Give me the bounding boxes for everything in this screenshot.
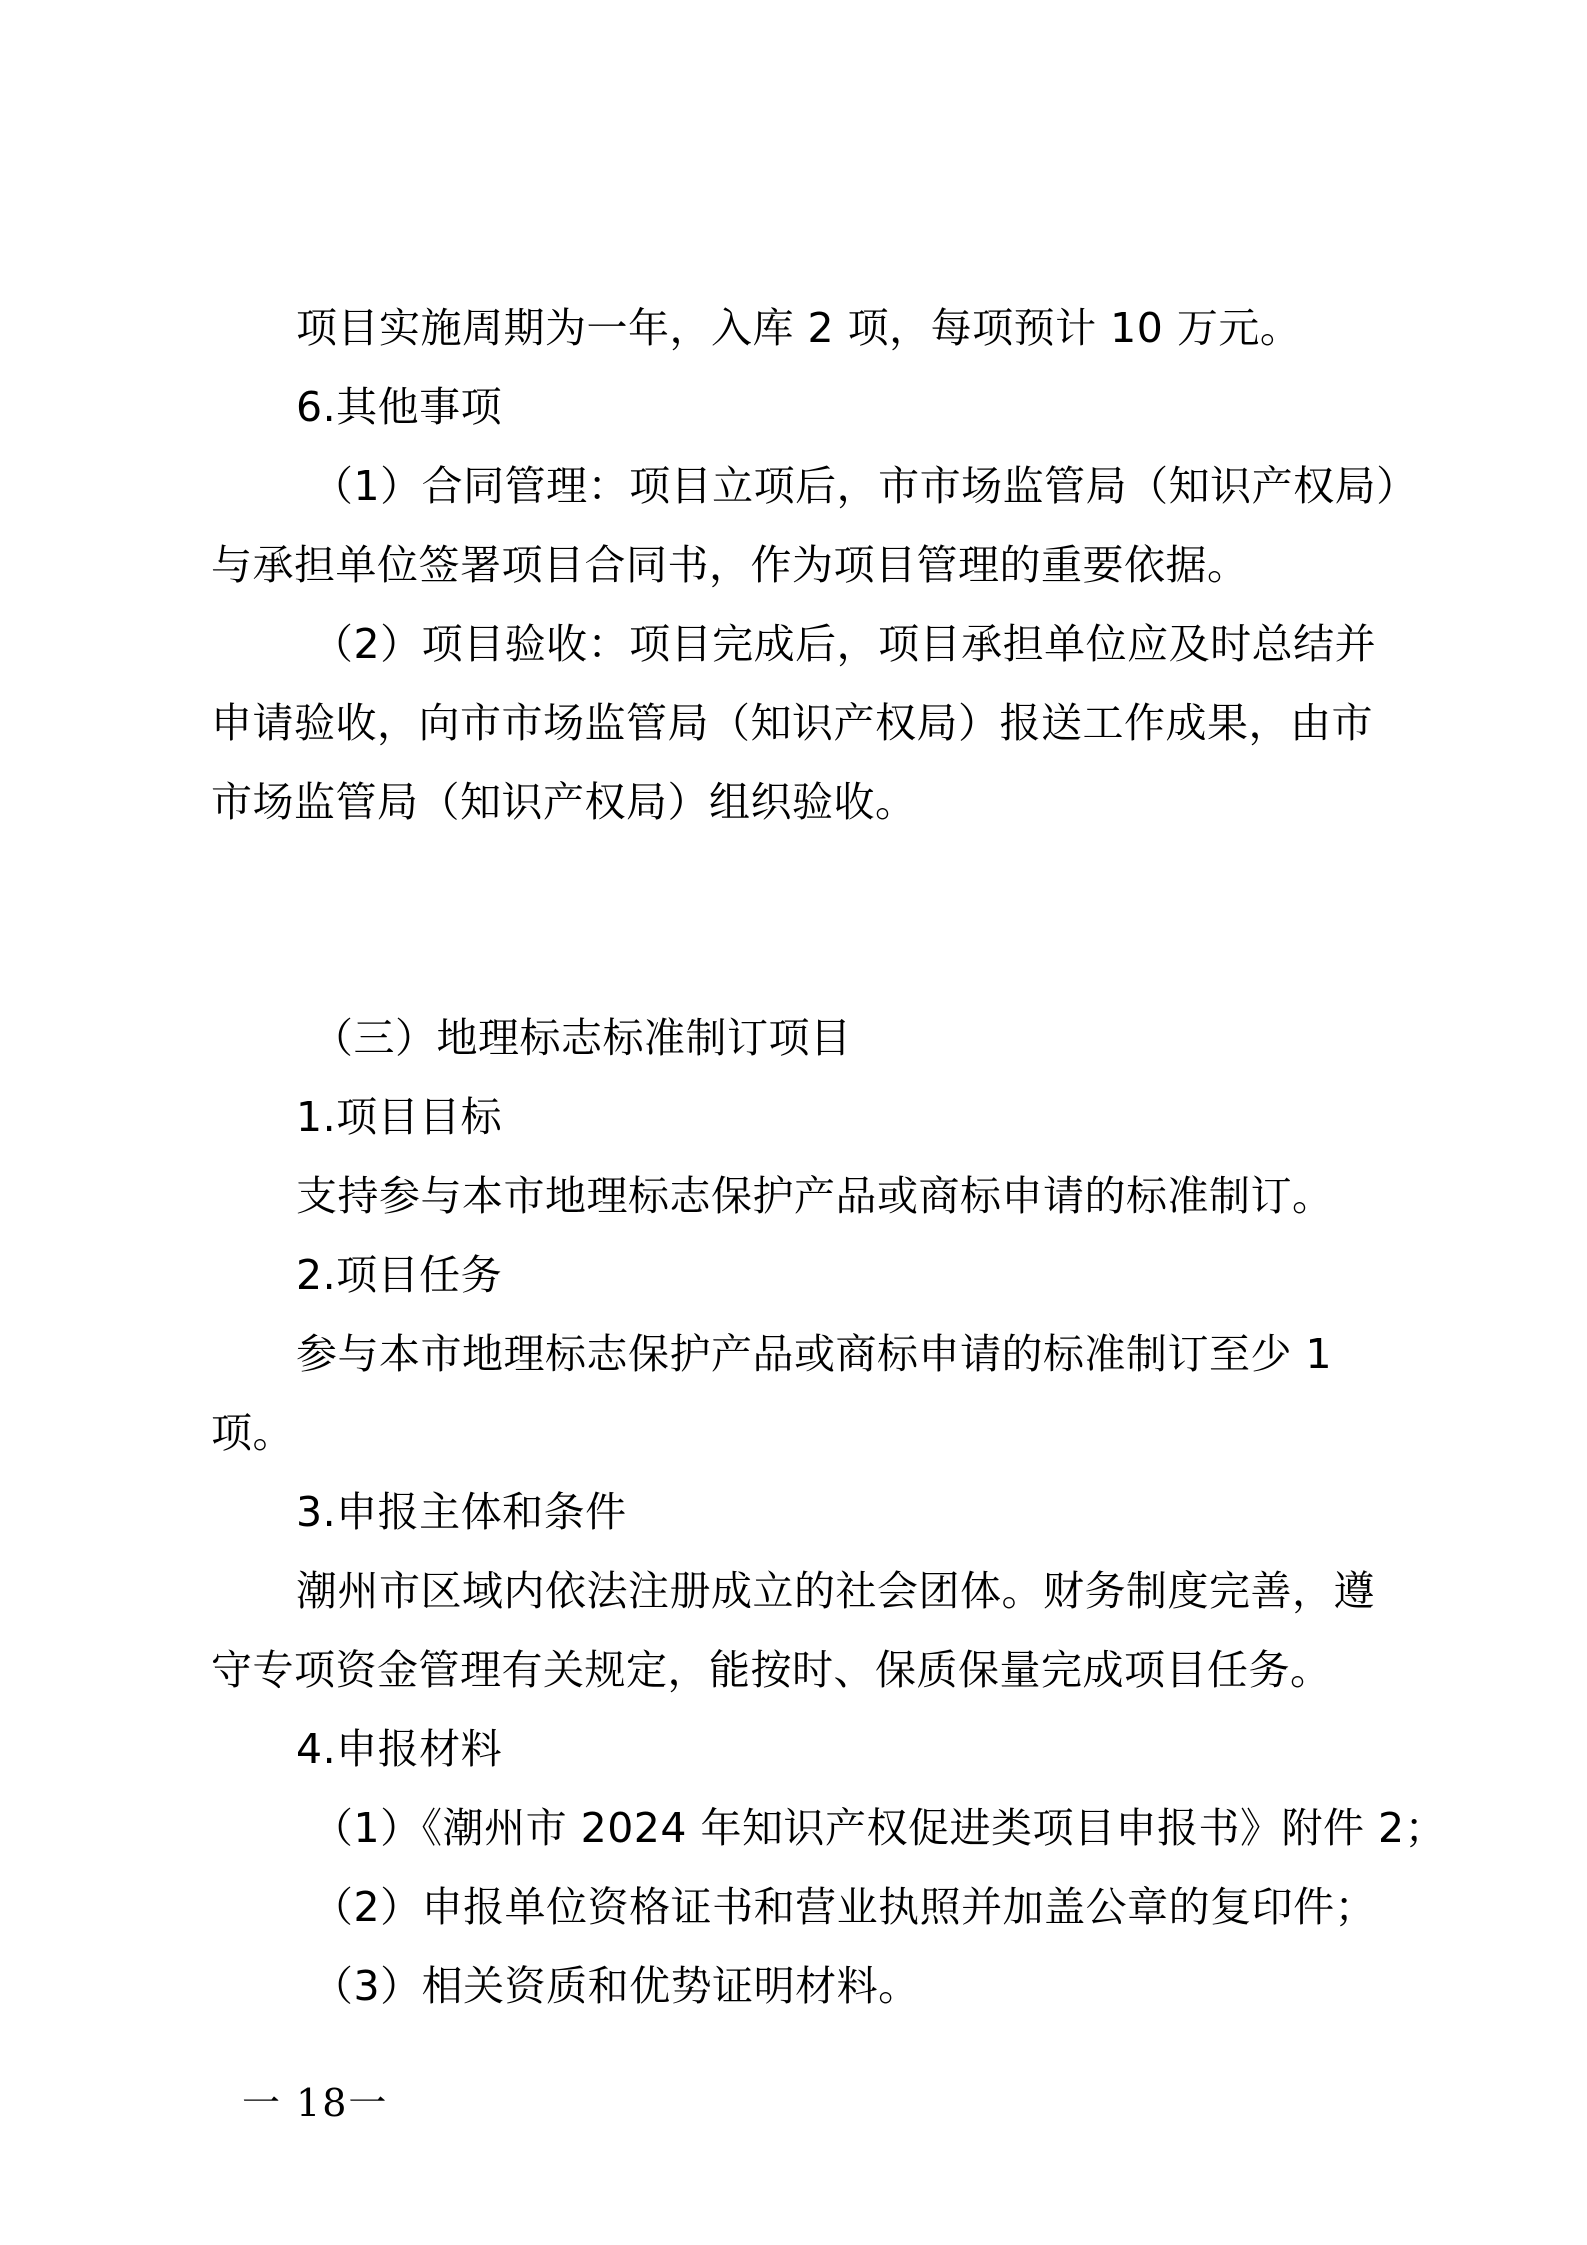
- paragraph-line: 项。: [211, 1409, 294, 1457]
- section-heading: 4.申报材料: [296, 1725, 503, 1773]
- paragraph-line: 参与本市地理标志保护产品或商标申请的标准制订至少 1: [296, 1330, 1333, 1378]
- page-number: 一 18一: [242, 2081, 389, 2125]
- paragraph-line: 项目实施周期为一年，入库 2 项，每项预计 10 万元。: [296, 304, 1302, 352]
- list-item: （2）申报单位资格证书和营业执照并加盖公章的复印件；: [312, 1883, 1377, 1931]
- paragraph-line: 与承担单位签署项目合同书，作为项目管理的重要依据。: [211, 541, 1249, 589]
- paragraph-line: （1）合同管理：项目立项后，市市场监管局（知识产权局）: [312, 462, 1418, 510]
- section-heading: 6.其他事项: [296, 383, 503, 431]
- section-heading: 3.申报主体和条件: [296, 1488, 627, 1536]
- paragraph-line: 申请验收，向市市场监管局（知识产权局）报送工作成果，由市: [211, 699, 1373, 747]
- paragraph-line: 支持参与本市地理标志保护产品或商标申请的标准制订。: [296, 1172, 1334, 1220]
- paragraph-line: 守专项资金管理有关规定，能按时、保质保量完成项目任务。: [211, 1646, 1332, 1694]
- paragraph-line: 潮州市区域内依法注册成立的社会团体。财务制度完善，遵: [296, 1567, 1375, 1615]
- section-heading: 2.项目任务: [296, 1251, 503, 1299]
- section-heading: 1.项目目标: [296, 1093, 503, 1141]
- list-item: （1）《潮州市 2024 年知识产权促进类项目申报书》附件 2；: [312, 1804, 1447, 1852]
- paragraph-line: （2）项目验收：项目完成后，项目承担单位应及时总结并: [312, 620, 1377, 668]
- paragraph-line: 市场监管局（知识产权局）组织验收。: [211, 778, 917, 826]
- list-item: （3）相关资质和优势证明材料。: [312, 1962, 920, 2010]
- section-heading: （三）地理标志标准制订项目: [312, 1014, 852, 1062]
